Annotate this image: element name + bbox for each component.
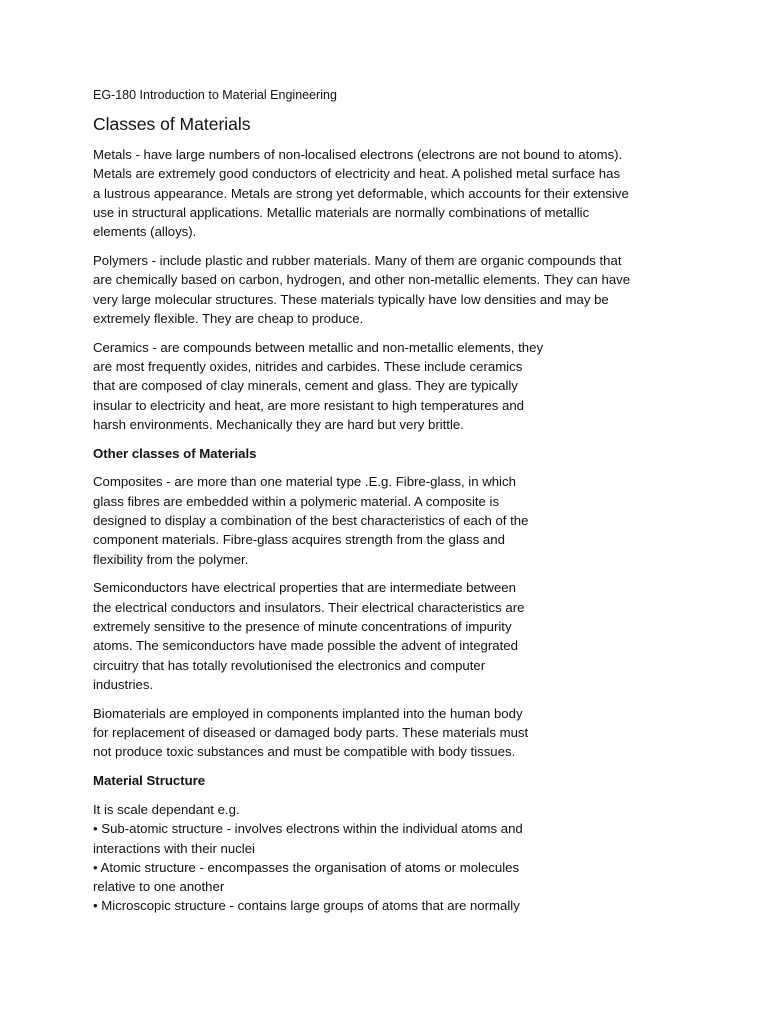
page-title: Classes of Materials <box>93 114 251 134</box>
text-line: Metals are extremely good conductors of electricity and heat. A polished metal surface has <box>93 166 621 182</box>
text-line: harsh environments. Mechanically they are hard but very brittle. <box>93 416 464 432</box>
text-line: circuitry that has totally revolutionised the electronics and computer <box>93 657 486 673</box>
section-heading-other-classes: Other classes of Materials <box>93 445 257 461</box>
text-line: industries. <box>93 676 154 692</box>
paragraph-composites <box>93 472 678 568</box>
text-line: Composites - are more than one material type .E.g. Fibre-glass, in which <box>93 474 516 490</box>
paragraph-metals <box>93 145 678 241</box>
list-item: interactions with their nuclei <box>93 840 255 856</box>
text-line: use in structural applications. Metallic materials are normally combinations of metallic <box>93 204 590 220</box>
text-line: insular to electricity and heat, are more resistant to high temperatures and <box>93 397 525 413</box>
text-line: the electrical conductors and insulators. Their electrical characteristics are <box>93 599 525 615</box>
text-line: very large molecular structures. These materials typically have low densities and may be <box>93 291 609 307</box>
list-item: • Atomic structure - encompasses the organisation of atoms or molecules <box>93 859 520 875</box>
text-line: flexibility from the polymer. <box>93 551 249 567</box>
text-line: glass fibres are embedded within a polymeric material. A composite is <box>93 493 500 509</box>
list-item: relative to one another <box>93 879 225 895</box>
list-item: • Microscopic structure - contains large groups of atoms that are normally <box>93 898 520 914</box>
list-item: It is scale dependant e.g. <box>93 801 240 817</box>
text-line: that are composed of clay minerals, cement and glass. They are typically <box>93 378 518 394</box>
text-line: atoms. The semiconductors have made possible the advent of integrated <box>93 638 518 654</box>
text-line: designed to display a combination of the best characteristics of each of the <box>93 513 529 529</box>
text-line: extremely flexible. They are cheap to produce. <box>93 310 364 326</box>
text-line: are chemically based on carbon, hydrogen, and other non-metallic elements. They can have <box>93 272 631 288</box>
structure-list <box>93 800 678 916</box>
text-line: extremely sensitive to the presence of minute concentrations of impurity <box>93 619 512 635</box>
paragraph-biomaterials <box>93 704 678 762</box>
text-line: Biomaterials are employed in components implanted into the human body <box>93 705 523 721</box>
text-line: not produce toxic substances and must be compatible with body tissues. <box>93 744 516 760</box>
text-line: Ceramics - are compounds between metallic and non-metallic elements, they <box>93 339 544 355</box>
paragraph-semiconductors <box>93 578 678 694</box>
text-line: component materials. Fibre-glass acquires strength from the glass and <box>93 532 505 548</box>
text-line: a lustrous appearance. Metals are strong yet deformable, which accounts for their extensive <box>93 185 629 201</box>
text-line: Polymers - include plastic and rubber materials. Many of them are organic compounds that <box>93 252 622 268</box>
course-title: EG-180 Introduction to Material Engineering <box>93 88 337 102</box>
text-line: are most frequently oxides, nitrides and carbides. These include ceramics <box>93 358 523 374</box>
text-line: Semiconductors have electrical properties that are intermediate between <box>93 580 516 596</box>
text-line: elements (alloys). <box>93 224 197 240</box>
text-line: for replacement of diseased or damaged body parts. These materials must <box>93 725 529 741</box>
document-content <box>93 86 678 925</box>
section-heading-material-structure: Material Structure <box>93 773 206 789</box>
list-item: • Sub-atomic structure - involves electrons within the individual atoms and <box>93 821 523 837</box>
paragraph-ceramics <box>93 338 678 434</box>
paragraph-polymers <box>93 251 678 328</box>
text-line: Metals - have large numbers of non-localised electrons (electrons are not bound to atoms). <box>93 147 623 162</box>
